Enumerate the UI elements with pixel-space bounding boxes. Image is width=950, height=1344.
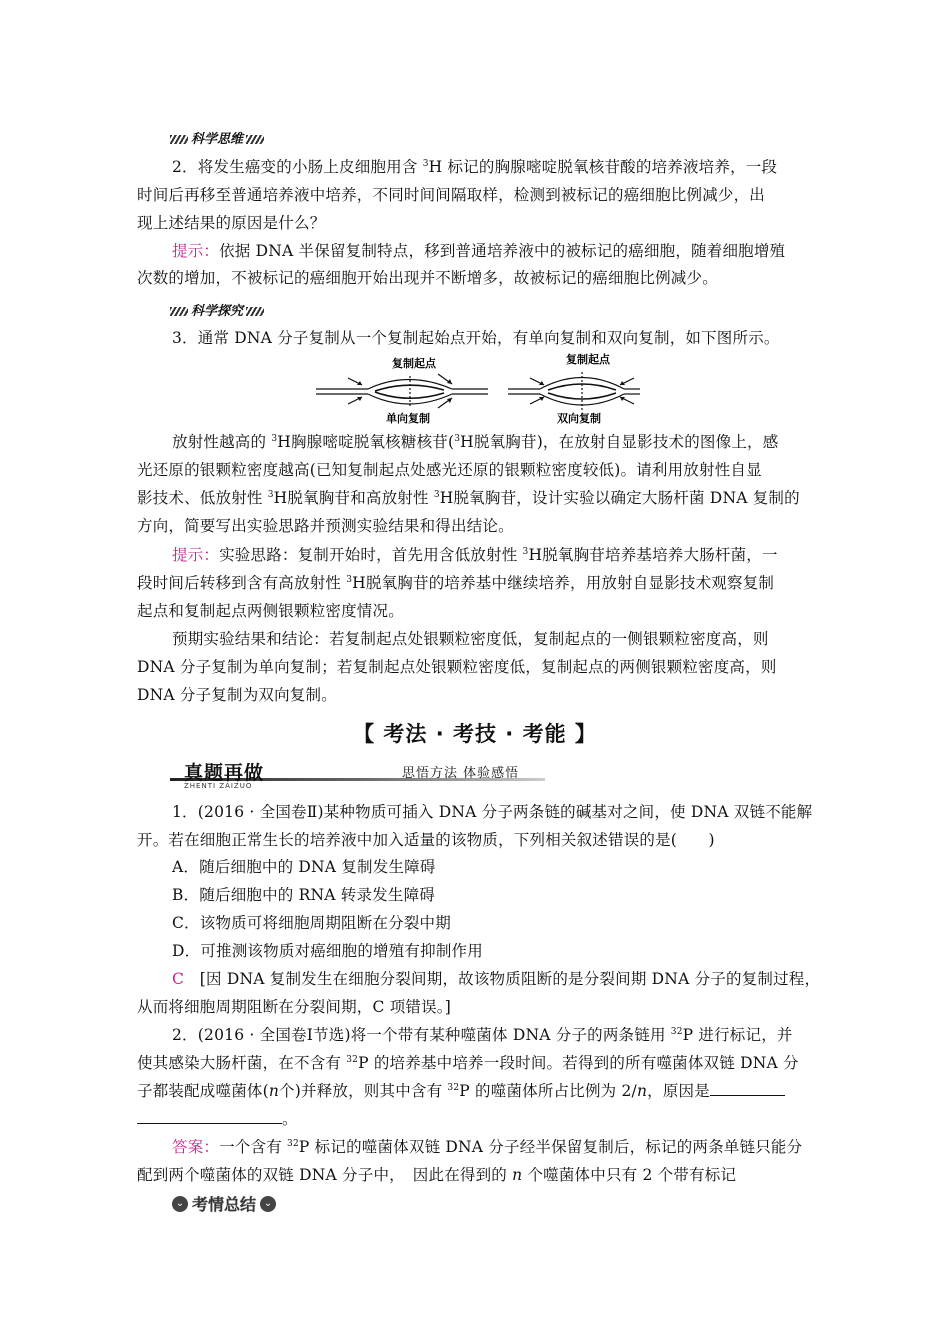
e1-option-c: C．该物质可将细胞周期阻断在分裂中期 <box>172 914 451 932</box>
q3-hint-line-2: 段时间后转移到含有高放射性 $^3$H脱氧胸苷的培养基中继续培养，用放射自显影技术观察复制 <box>137 574 775 592</box>
section-tag-kexue-tanjiu <box>170 300 264 319</box>
q3-result-line-2: DNA 分子复制为单向复制；若复制起点处银颗粒密度低，复制起点的两侧银颗粒密度高，则 <box>137 658 777 676</box>
q3-para-line-1: 放射性越高的 $^3$H胸腺嘧啶脱氧核糖核苷($^3$H脱氧胸苷)，在放射自显影技术的图像上，感 <box>172 433 779 451</box>
answer-blank <box>137 1109 282 1124</box>
uni-caption: 单向复制 <box>386 412 430 425</box>
q3-hint-line-3: 起点和复制起点两侧银颗粒密度情况。 <box>137 602 404 620</box>
stripe-decoration <box>170 307 188 316</box>
section-title: 【 考法 · 考技 · 考能 】 <box>353 722 597 746</box>
e2-line-1: 2．(2016 · 全国卷Ⅰ节选)将一个带有某种噬菌体 DNA 分子的两条链用 $^{32}$P 进行标记，并 <box>172 1026 793 1044</box>
zhenti-banner <box>170 760 545 790</box>
e1-option-d: D．可推测该物质对癌细胞的增殖有抑制作用 <box>172 942 483 960</box>
tag-label: 科学思维 <box>191 132 244 147</box>
q2-line-1: 2．将发生癌变的小肠上皮细胞用含 $^3$H 标记的胸腺嘧啶脱氧核苷酸的培养液培养，一段 <box>172 158 778 176</box>
e2-line-4: 。 <box>137 1109 298 1129</box>
q2-line-3: 现上述结果的原因是什么？ <box>137 214 326 232</box>
chevron-down-icon: ⌄ <box>260 1196 276 1212</box>
q3-result-line-3: DNA 分子复制为双向复制。 <box>137 686 337 704</box>
q3-para-line-3: 影技术、低放射性 $^3$H脱氧胸苷和高放射性 $^3$H脱氧胸苷，设计实验以确定大肠杆菌 DNA 复制的 <box>137 489 800 507</box>
tag-label: 科学探究 <box>191 304 244 319</box>
banner-pinyin: ZHENTI ZAIZUO <box>184 782 253 790</box>
bi-caption: 双向复制 <box>557 412 601 425</box>
q2-hint-line-1: 提示：依据 DNA 半保留复制特点，移到普通培养液中的被标记的癌细胞，随着细胞增殖 <box>172 242 786 260</box>
bi-origin-label: 复制起点 <box>566 353 610 366</box>
banner-subtitle: 思悟方法 体验感悟 <box>402 766 520 781</box>
q2-hint-line-2: 次数的增加，不被标记的癌细胞开始出现并不断增多，故被标记的癌细胞比例减少。 <box>137 269 718 287</box>
hint-label: 提示： <box>172 242 220 260</box>
stripe-decoration <box>170 135 188 144</box>
q3-line-1: 3．通常 DNA 分子复制从一个复制起始点开始，有单向复制和双向复制，如下图所示。 <box>172 329 780 347</box>
replication-diagram <box>312 352 642 426</box>
e1-option-a: A．随后细胞中的 DNA 复制发生障碍 <box>172 858 436 876</box>
answer-letter: C <box>172 970 185 988</box>
q3-para-line-4: 方向，简要写出实验思路并预测实验结果和得出结论。 <box>137 517 514 535</box>
uni-origin-label: 复制起点 <box>392 357 436 370</box>
kaoqing-zongjie-tag <box>172 1192 276 1214</box>
hint-label: 提示： <box>172 546 220 564</box>
answer-blank <box>710 1081 785 1096</box>
section-tag-kexue-siwei <box>170 128 264 147</box>
q3-result-line-1: 预期实验结果和结论：若复制起点处银颗粒密度低，复制起点的一侧银颗粒密度高，则 <box>172 630 769 648</box>
q3-para-line-2: 光还原的银颗粒密度越高(已知复制起点处感光还原的银颗粒密度较低)。请利用放射性自显 <box>137 461 762 479</box>
stripe-decoration <box>246 307 264 316</box>
q2-line-2: 时间后再移至普通培养液中培养，不同时间间隔取样，检测到被标记的癌细胞比例减少，出 <box>137 186 766 204</box>
e2-line-3: 子都装配成噬菌体(n个)并释放，则其中含有 $^{32}$P 的噬菌体所占比例为 2/n，原因是 <box>137 1081 785 1101</box>
e1-line-2: 开。若在细胞正常生长的培养液中加入适量的该物质，下列相关叙述错误的是( ) <box>137 831 715 849</box>
e2-answer-line-2: 配到两个噬菌体的双链 DNA 分子中， 因此在得到的 n 个噬菌体中只有 2 个带有标记 <box>137 1166 737 1184</box>
e1-option-b: B．随后细胞中的 RNA 转录发生障碍 <box>172 886 435 904</box>
e2-line-2: 使其感染大肠杆菌，在不含有 $^{32}$P 的培养基中培养一段时间。若得到的所有噬菌体双链 DNA 分 <box>137 1054 799 1072</box>
footer-tag-label: 考情总结 <box>192 1195 257 1214</box>
chevron-down-icon: ⌄ <box>172 1196 188 1212</box>
e1-explain-line-2: 从而将细胞周期阻断在分裂间期，C 项错误。] <box>137 998 451 1016</box>
banner-title: 真题再做 <box>184 762 265 784</box>
q3-hint-line-1: 提示：实验思路：复制开始时，首先用含低放射性 $^3$H脱氧胸苷培养基培养大肠杆菌，一 <box>172 546 778 564</box>
stripe-decoration <box>246 135 264 144</box>
e1-explain-line-1: C [因 DNA 复制发生在细胞分裂间期，故该物质阻断的是分裂间期 DNA 分子的复制过程， <box>172 970 821 988</box>
e2-answer-line-1: 答案：一个含有 $^{32}$P 标记的噬菌体双链 DNA 分子经半保留复制后，标记的两条单链只能分 <box>172 1138 803 1156</box>
answer-label: 答案： <box>172 1138 220 1156</box>
e1-line-1: 1．(2016 · 全国卷Ⅱ)某种物质可插入 DNA 分子两条链的碱基对之间，使 DNA 双链不能解 <box>172 803 813 821</box>
